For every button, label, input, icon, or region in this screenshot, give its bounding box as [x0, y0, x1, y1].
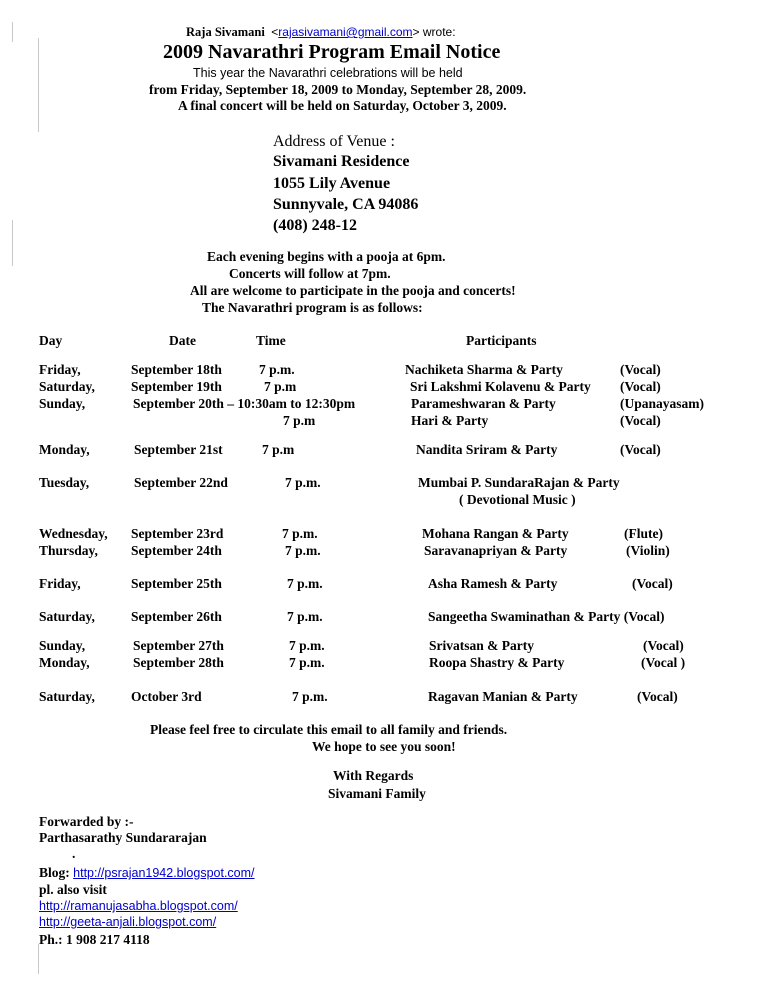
row-type: (Vocal )	[641, 655, 686, 670]
row-day: Friday,	[39, 362, 81, 377]
note-program: The Navarathri program is as follows:	[202, 300, 423, 315]
margin-line	[38, 38, 39, 132]
row-time: 7 p.m.	[287, 609, 323, 624]
row-participants: Nachiketa Sharma & Party	[405, 362, 563, 377]
row-day: Sunday,	[39, 396, 86, 411]
row-day: Wednesday,	[39, 526, 108, 541]
forwarder-name: Parthasarathy Sundararajan	[39, 830, 207, 845]
row-type: (Upanayasam)	[620, 396, 705, 411]
row-participants: Asha Ramesh & Party	[428, 576, 558, 591]
intro-line-3: A final concert will be held on Saturday, October 3, 2009.	[178, 98, 507, 113]
venue-city: Sunnyvale, CA 94086	[273, 196, 419, 213]
email-header: Raja Sivamani <rajasivamani@gmail.com> wrote:	[186, 25, 456, 39]
row-day: Monday,	[39, 655, 90, 670]
note-pooja: Each evening begins with a pooja at 6pm.	[207, 249, 446, 264]
row-date: September 20th – 10:30am to 12:30pm	[133, 396, 356, 411]
row-date: September 24th	[131, 543, 222, 558]
row-participants: Sangeetha Swaminathan & Party (Vocal)	[428, 609, 665, 624]
row-type: (Violin)	[626, 543, 670, 558]
venue-name: Sivamani Residence	[273, 153, 410, 170]
row-participants: Nandita Sriram & Party	[416, 442, 558, 457]
forwarded-by-label: Forwarded by :-	[39, 814, 134, 829]
row-day: Thursday,	[39, 543, 98, 558]
row-type: (Vocal)	[620, 379, 661, 394]
row-date: September 25th	[131, 576, 222, 591]
row-time: 7 p.m.	[289, 655, 325, 670]
row-date: September 22nd	[134, 475, 228, 490]
row-day: Friday,	[39, 576, 81, 591]
row-participants: ( Devotional Music )	[459, 492, 576, 507]
row-time: 7 p.m.	[259, 362, 295, 377]
blog-label: Blog:	[39, 865, 70, 880]
row-type: (Vocal)	[637, 689, 678, 704]
row-type: (Vocal)	[632, 576, 673, 591]
row-date: October 3rd	[131, 689, 202, 704]
row-time: 7 p.m	[283, 413, 316, 428]
margin-line	[12, 220, 13, 266]
row-day: Saturday,	[39, 689, 95, 704]
col-header-day: Day	[39, 333, 63, 348]
row-participants: Sri Lakshmi Kolavenu & Party	[410, 379, 591, 394]
margin-line	[38, 944, 39, 974]
row-type: (Flute)	[624, 526, 663, 541]
sender-name: Raja Sivamani	[186, 25, 265, 39]
row-participants: Mumbai P. SundaraRajan & Party	[418, 475, 620, 490]
note-concerts: Concerts will follow at 7pm.	[229, 266, 391, 281]
row-date: September 19th	[131, 379, 222, 394]
intro-line-2: from Friday, September 18, 2009 to Monday, September 28, 2009.	[149, 82, 527, 97]
sender-email-link[interactable]: rajasivamani@gmail.com	[278, 25, 413, 39]
note-welcome: All are welcome to participate in the pooja and concerts!	[190, 283, 516, 298]
row-participants: Roopa Shastry & Party	[429, 655, 565, 670]
row-participants: Saravanapriyan & Party	[424, 543, 568, 558]
row-participants: Parameshwaran & Party	[411, 396, 556, 411]
row-date: September 26th	[131, 609, 222, 624]
row-day: Saturday,	[39, 609, 95, 624]
row-date: September 28th	[133, 655, 224, 670]
venue-street: 1055 Lily Avenue	[273, 175, 391, 192]
row-time: 7 p.m.	[285, 543, 321, 558]
row-date: September 23rd	[131, 526, 224, 541]
closing-regards: With Regards	[333, 768, 414, 783]
also-visit-label: pl. also visit	[39, 882, 107, 897]
row-time: 7 p.m.	[287, 576, 323, 591]
row-day: Monday,	[39, 442, 90, 457]
margin-line	[12, 22, 13, 42]
closing-family: Sivamani Family	[328, 786, 426, 801]
closing-circulate: Please feel free to circulate this email to all family and friends.	[150, 722, 508, 737]
row-participants: Hari & Party	[411, 413, 489, 428]
row-time: 7 p.m.	[282, 526, 318, 541]
row-day: Sunday,	[39, 638, 86, 653]
row-date: September 21st	[134, 442, 223, 457]
blog-link[interactable]: http://psrajan1942.blogspot.com/	[73, 866, 255, 880]
row-day: Tuesday,	[39, 475, 90, 490]
row-time: 7 p.m.	[292, 689, 328, 704]
row-time: 7 p.m.	[289, 638, 325, 653]
col-header-date: Date	[169, 333, 196, 348]
row-participants: Mohana Rangan & Party	[422, 526, 569, 541]
page-title: 2009 Navarathri Program Email Notice	[163, 41, 501, 63]
row-participants: Ragavan Manian & Party	[428, 689, 578, 704]
row-type: (Vocal)	[620, 362, 661, 377]
row-type: (Vocal)	[620, 413, 661, 428]
row-day: Saturday,	[39, 379, 95, 394]
footer-phone: Ph.: 1 908 217 4118	[39, 932, 150, 947]
ramanujasabha-link[interactable]: http://ramanujasabha.blogspot.com/	[39, 899, 238, 913]
row-type: (Vocal)	[643, 638, 684, 653]
row-participants: Srivatsan & Party	[429, 638, 534, 653]
row-time: 7 p.m	[264, 379, 297, 394]
row-date: September 27th	[133, 638, 224, 653]
row-time: 7 p.m	[262, 442, 295, 457]
row-date: September 18th	[131, 362, 222, 377]
wrote-text: wrote:	[422, 25, 456, 39]
venue-phone: (408) 248-12	[273, 217, 357, 234]
col-header-time: Time	[256, 333, 286, 348]
closing-hope: We hope to see you soon!	[312, 739, 456, 754]
blog-line	[39, 865, 255, 881]
intro-line-1: This year the Navarathri celebrations will be held	[193, 66, 463, 80]
row-time: 7 p.m.	[285, 475, 321, 490]
footer-dot: .	[72, 846, 76, 861]
row-type: (Vocal)	[620, 442, 661, 457]
geeta-anjali-link[interactable]: http://geeta-anjali.blogspot.com/	[39, 915, 217, 929]
col-header-participants: Participants	[466, 333, 537, 348]
venue-label: Address of Venue :	[273, 133, 395, 150]
